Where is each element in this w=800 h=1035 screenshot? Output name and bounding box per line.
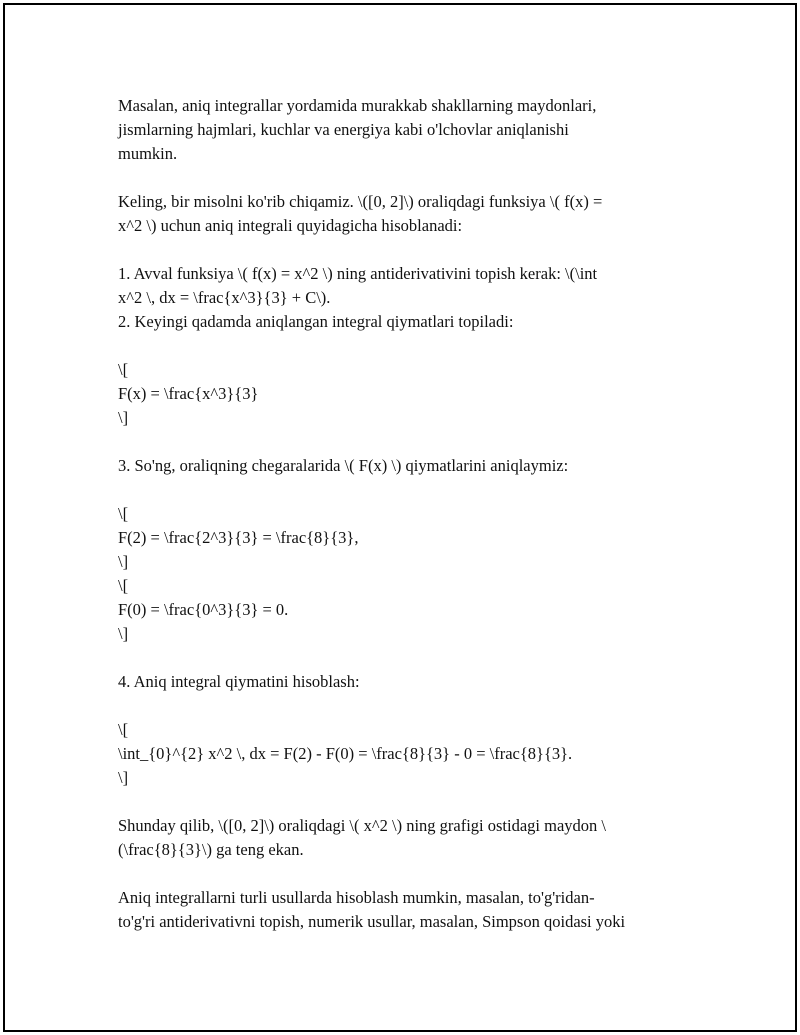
text-line: to'g'ri antiderivativni topish, numerik usullar, masalan, Simpson qoidasi yoki	[118, 912, 626, 931]
text-line: \[	[118, 360, 129, 379]
paragraph	[118, 886, 678, 934]
text-line: (\frac{8}{3}\) ga teng ekan.	[118, 840, 304, 859]
math-block	[118, 358, 678, 430]
text-line: Shunday qilib, \([0, 2]\) oraliqdagi \( x^2 \) ning grafigi ostidagi maydon \	[118, 816, 606, 835]
paragraph	[118, 94, 678, 166]
math-block	[118, 718, 678, 790]
text-line: 4. Aniq integral qiymatini hisoblash:	[118, 672, 360, 691]
text-line: F(0) = \frac{0^3}{3} = 0.	[118, 600, 289, 619]
text-line: \]	[118, 408, 129, 427]
document-body	[118, 94, 678, 934]
text-line: \]	[118, 768, 129, 787]
paragraph	[118, 814, 678, 862]
paragraph	[118, 190, 678, 238]
text-line: x^2 \, dx = \frac{x^3}{3} + C\).	[118, 288, 331, 307]
text-line: \[	[118, 720, 129, 739]
text-line: Aniq integrallarni turli usullarda hisoblash mumkin, masalan, to'g'ridan-	[118, 888, 595, 907]
text-line: 1. Avval funksiya \( f(x) = x^2 \) ning antiderivativini topish kerak: \(\int	[118, 264, 598, 283]
text-line: 2. Keyingi qadamda aniqlangan integral qiymatlari topiladi:	[118, 312, 514, 331]
text-line: \[	[118, 576, 129, 595]
paragraph	[118, 670, 678, 694]
text-line: x^2 \) uchun aniq integrali quyidagicha hisoblanadi:	[118, 216, 463, 235]
text-line: Keling, bir misolni ko'rib chiqamiz. \([0, 2]\) oraliqdagi funksiya \( f(x) =	[118, 192, 603, 211]
text-line: \]	[118, 552, 129, 571]
text-line: Masalan, aniq integrallar yordamida murakkab shakllarning maydonlari,	[118, 96, 597, 115]
text-line: F(2) = \frac{2^3}{3} = \frac{8}{3},	[118, 528, 359, 547]
paragraph	[118, 454, 678, 478]
text-line: jismlarning hajmlari, kuchlar va energiya kabi o'lchovlar aniqlanishi	[118, 120, 569, 139]
text-line: \[	[118, 504, 129, 523]
text-line: mumkin.	[118, 144, 178, 163]
paragraph	[118, 262, 678, 334]
math-block	[118, 502, 678, 646]
text-line: \]	[118, 624, 129, 643]
text-line: 3. So'ng, oraliqning chegaralarida \( F(x) \) qiymatlarini aniqlaymiz:	[118, 456, 569, 475]
text-line: \int_{0}^{2} x^2 \, dx = F(2) - F(0) = \frac{8}{3} - 0 = \frac{8}{3}.	[118, 744, 573, 763]
text-line: F(x) = \frac{x^3}{3}	[118, 384, 259, 403]
